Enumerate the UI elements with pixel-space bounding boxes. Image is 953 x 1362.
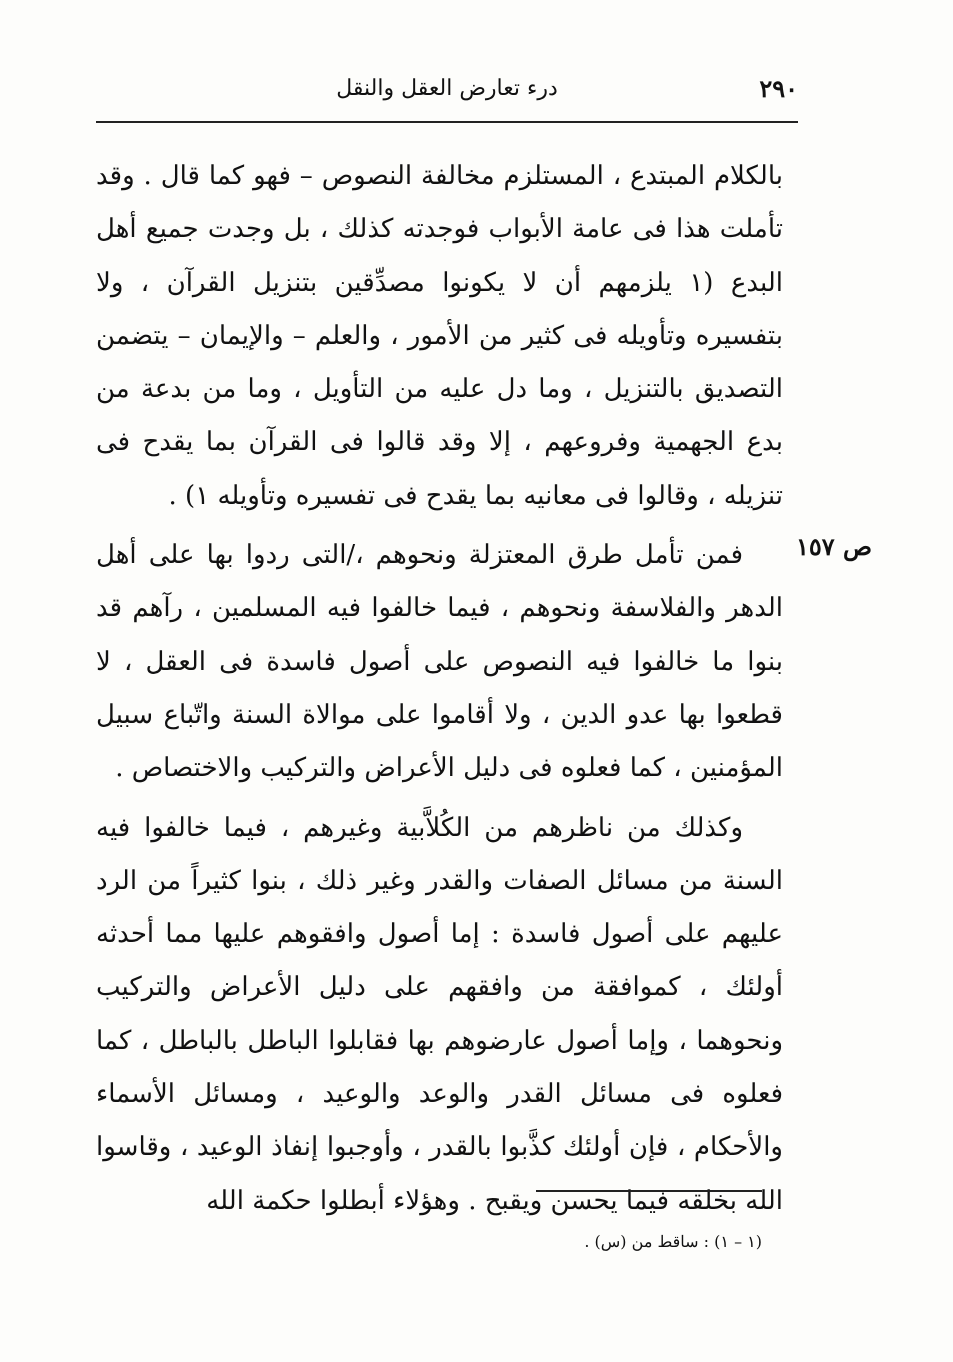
footnote-divider xyxy=(536,1190,762,1192)
running-title: درء تعارض العقل والنقل xyxy=(336,76,558,101)
page-header xyxy=(96,66,798,120)
paragraph-1: بالكلام المبتدع ، المستلزم مخالفة النصوص – فهو كما قال . وقد تأملت هذا فى عامة الأبواب فوجدته كذلك ، بل وجدت جميع أهل البدع (١ يلزمهم أن لا يكونوا مصدِّقين بتنزيل القرآن ، ولا بتفسيره وتأويله فى كثير من الأمور ، والعلم – والإيمان – يتضمن التصديق بالتنزيل ، وما دل عليه من التأويل ، وما من بدعة من بدع الجهمية وفروعهم ، إلا وقد قالوا فى القرآن بما يقدح فى تنزيله ، وقالوا فى معانيه بما يقدح فى تفسيره وتأويله ١) . xyxy=(96,161,783,511)
paragraph-2: فمن تأمل طرق المعتزلة ونحوهم ،/التى ردوا بها على أهل الدهر والفلاسفة ونحوهم ، فيما خالفوا فيه المسلمين ، رآهم قد بنوا ما خالفوا فيه النصوص على أصول فاسدة فى العقل ، لا قطعوا بها عدو الدين ، ولا أقاموا على موالاة السنة واتّباع سبيل المؤمنين ، كما فعلوه فى دليل الأعراض والتركيب والاختصاص . xyxy=(96,540,783,784)
header-divider xyxy=(96,121,798,123)
footnote: (١ – ١) : ساقط من (س) . xyxy=(584,1232,762,1251)
main-text xyxy=(96,150,783,1228)
paragraph-3: وكذلك من ناظرهم من الكُلاَّبية وغيرهم ، فيما خالفوا فيه السنة من مسائل الصفات والقدر وغير ذلك ، بنوا كثيراً من الرد عليهم على أصول فاسدة : إما أصول وافقوهم عليها مما أحدثه أولئك ، كموافقة من وافقهم على دليل الأعراض والتركيب ونحوهما ، وإما أصول عارضوهم بها فقابلوا الباطل بالباطل ، كما فعلوه فى مسائل القدر والوعد والوعيد ، ومسائل الأسماء والأحكام ، فإن أولئك كذَّبوا بالقدر ، وأوجبوا إنفاذ الوعيد ، وقاسوا الله بخلقه فيما يحسن ويقبح . وهؤلاء أبطلوا حكمة الله xyxy=(96,812,783,1216)
margin-page-reference: ص ١٥٧ xyxy=(796,532,873,561)
page-number: ٢٩٠ xyxy=(759,74,798,103)
